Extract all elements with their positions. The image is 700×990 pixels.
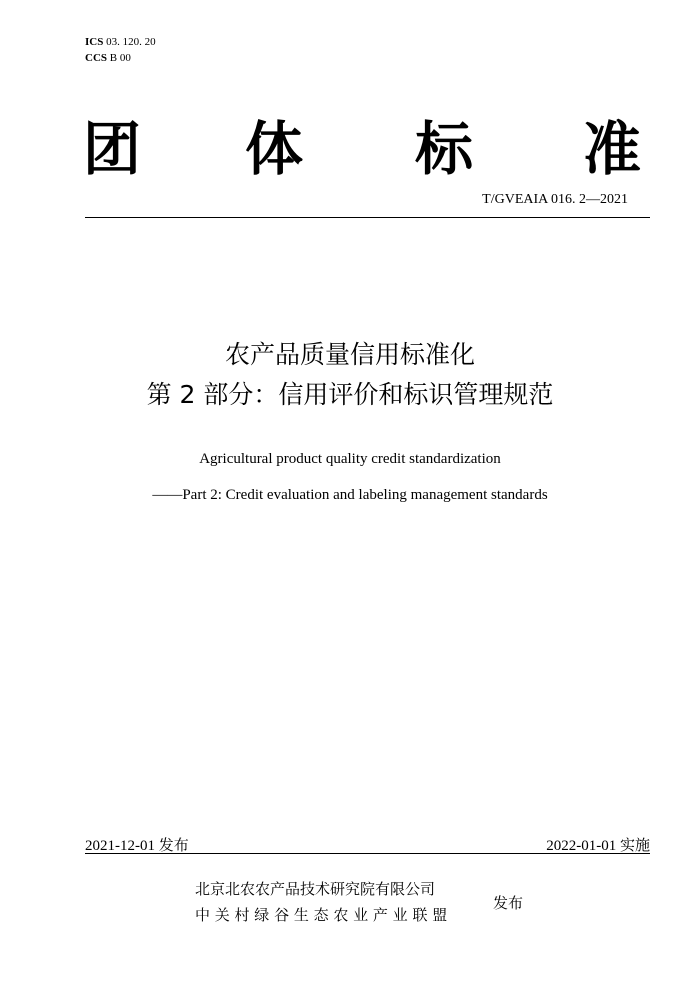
title-cn-line-2: 第 2 部分：信用评价和标识管理规范 [146,380,554,409]
title-en-line-1: Agricultural product quality credit standardization [199,451,501,467]
ccs-value: B 00 [109,52,131,64]
footer-divider [85,853,650,854]
ccs-label: CCS [85,52,108,64]
ics-value: 03. 120. 20 [106,36,156,48]
implement-date: 2022-01-01 实施 [546,838,650,854]
header-divider [85,217,650,218]
ics-line [85,34,156,50]
standard-type-char-2: 体 [245,115,304,183]
standard-type-char-1: 团 [83,115,142,183]
issuer-1: 北京北农农产品技术研究院有限公司 [195,880,436,898]
title-en-line-2: ——Part 2: Credit evaluation and labeling management standards [152,487,548,503]
standard-type-char-4: 准 [583,115,642,183]
standard-number: T/GVEAIA 016. 2—2021 [482,192,628,207]
publish-label: 发布 [493,894,524,912]
ics-code-block [85,34,156,66]
ccs-line [85,50,156,66]
issuer-2: 中 关 村 绿 谷 生 态 农 业 产 业 联 盟 [195,906,448,924]
ics-label: ICS [85,36,104,48]
standard-type-char-3: 标 [415,115,474,183]
release-date: 2021-12-01 发布 [85,838,189,854]
title-cn-line-1: 农产品质量信用标准化 [224,340,475,369]
